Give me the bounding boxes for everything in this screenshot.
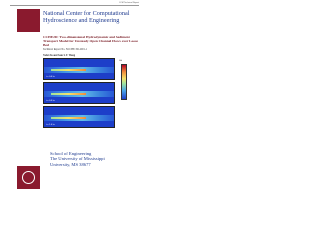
- colorbar-title: Vel: [119, 60, 123, 62]
- organization-line-2: Hydroscience and Engineering: [43, 17, 120, 24]
- simulation-panel-3: [43, 106, 115, 128]
- report-cover-page: [0, 0, 149, 198]
- panel-label: t = 0.0 hr: [46, 76, 55, 78]
- velocity-streak: [51, 117, 86, 119]
- report-number: Technical Report No. NCCHE-TR-2001-1: [43, 48, 88, 51]
- velocity-streak: [51, 69, 86, 71]
- panel-label: t = 0.5 hr: [46, 100, 55, 102]
- simulation-panel-2: [43, 82, 115, 104]
- report-authors: Yafei Jia and Sam S.Y. Wang: [43, 54, 76, 57]
- school-line-2: The University of Mississippi: [50, 156, 105, 162]
- simulation-figure: [43, 58, 139, 142]
- organization-title: [43, 10, 143, 24]
- header-tag: CCM Technical Report: [119, 2, 139, 4]
- school-address: [50, 151, 145, 167]
- school-line-1: School of Engineering: [50, 151, 92, 156]
- university-logo: [17, 166, 40, 189]
- panel-label: t = 1.0 hr: [46, 124, 55, 126]
- report-title: CCHE2D: Two-dimensional Hydrodynamic and Sediment Transport Model for Unsteady Open Channel Flows over Loose Bed: [43, 35, 138, 48]
- velocity-streak: [51, 93, 86, 95]
- simulation-panel-1: [43, 58, 115, 80]
- university-seal-icon: [22, 171, 35, 184]
- velocity-colorbar: [121, 64, 127, 100]
- header-divider: [10, 5, 139, 6]
- school-line-3: University, MS 38677: [50, 161, 91, 167]
- ncche-logo: [17, 9, 40, 32]
- organization-line-1: National Center for Computational: [43, 10, 130, 17]
